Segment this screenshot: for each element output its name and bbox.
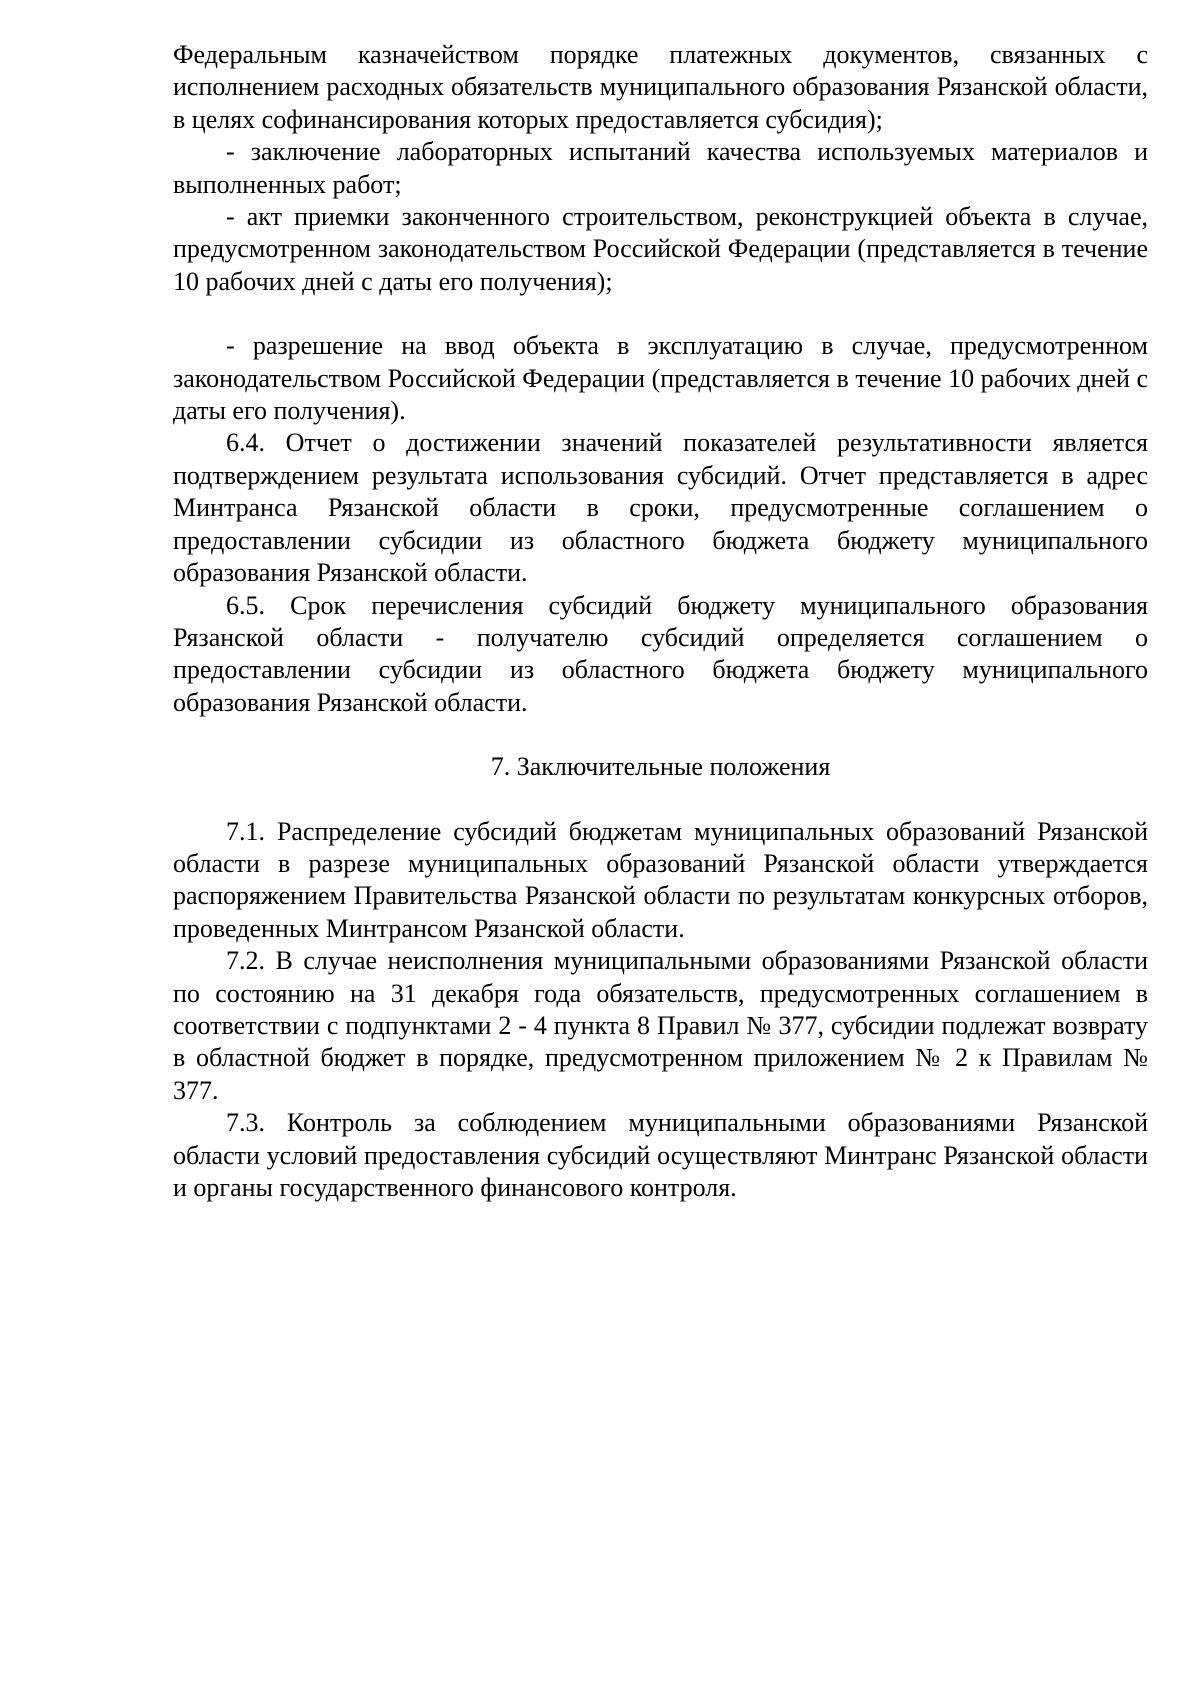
document-body xyxy=(173,39,1148,1204)
blank-line xyxy=(173,784,1148,816)
blank-line xyxy=(173,298,1148,330)
paragraph-7-2: 7.2. В случае неисполнения муниципальными образованиями Рязанской области по состоянию на 31 декабря года обязательств, предусмотренных соглашением в соответствии с подпунктами 2 - 4 пункта 8 Правил № 377, субсидии подлежат возврату в областной бюджет в порядке, предусмотренном приложением № 2 к Правилам № 377. xyxy=(173,946,1148,1105)
paragraph-commissioning-permit: - разрешение на ввод объекта в эксплуатацию в случае, предусмотренном законодательством Российской Федерации (представляется в течение 10 рабочих дней с даты его получения). xyxy=(173,331,1148,426)
section-heading: 7. Заключительные положения xyxy=(490,752,831,782)
paragraph-payment-documents: Федеральным казначейством порядке платежных документов, связанных с исполнением расходных обязательств муниципального образования Рязанской области, в целях софинансирования которых предоставляется субсидия); xyxy=(173,40,1148,134)
paragraph-6-4: 6.4. Отчет о достижении значений показателей результативности является подтверждением результата использования субсидий. Отчет представляется в адрес Минтранса Рязанской области в сроки, предусмотренные соглашением о предоставлении субсидии из областного бюджета бюджету муниципального образования Рязанской области. xyxy=(173,428,1148,588)
paragraph-7-3: 7.3. Контроль за соблюдением муниципальными образованиями Рязанской области условий предоставления субсидий осуществляют Минтранс Рязанской области и органы государственного финансового контроля. xyxy=(173,1108,1148,1202)
paragraph-acceptance-act: - акт приемки законченного строительством, реконструкцией объекта в случае, предусмотренном законодательством Российской Федерации (представляется в течение 10 рабочих дней с даты его получения); xyxy=(173,202,1148,296)
paragraph-7-1: 7.1. Распределение субсидий бюджетам муниципальных образований Рязанской области в разрезе муниципальных образований Рязанской области утверждается распоряжением Правительства Рязанской области по результатам конкурсных отборов, проведенных Минтрансом Рязанской области. xyxy=(173,816,1148,943)
paragraph-6-5: 6.5. Срок перечисления субсидий бюджету муниципального образования Рязанской области - получателю субсидий определяется соглашением о предоставлении субсидии из областного бюджета бюджету муниципального образования Рязанской области. xyxy=(173,590,1148,717)
blank-line xyxy=(173,719,1148,751)
paragraph-lab-tests: - заключение лабораторных испытаний качества используемых материалов и выполненных работ; xyxy=(173,137,1148,199)
